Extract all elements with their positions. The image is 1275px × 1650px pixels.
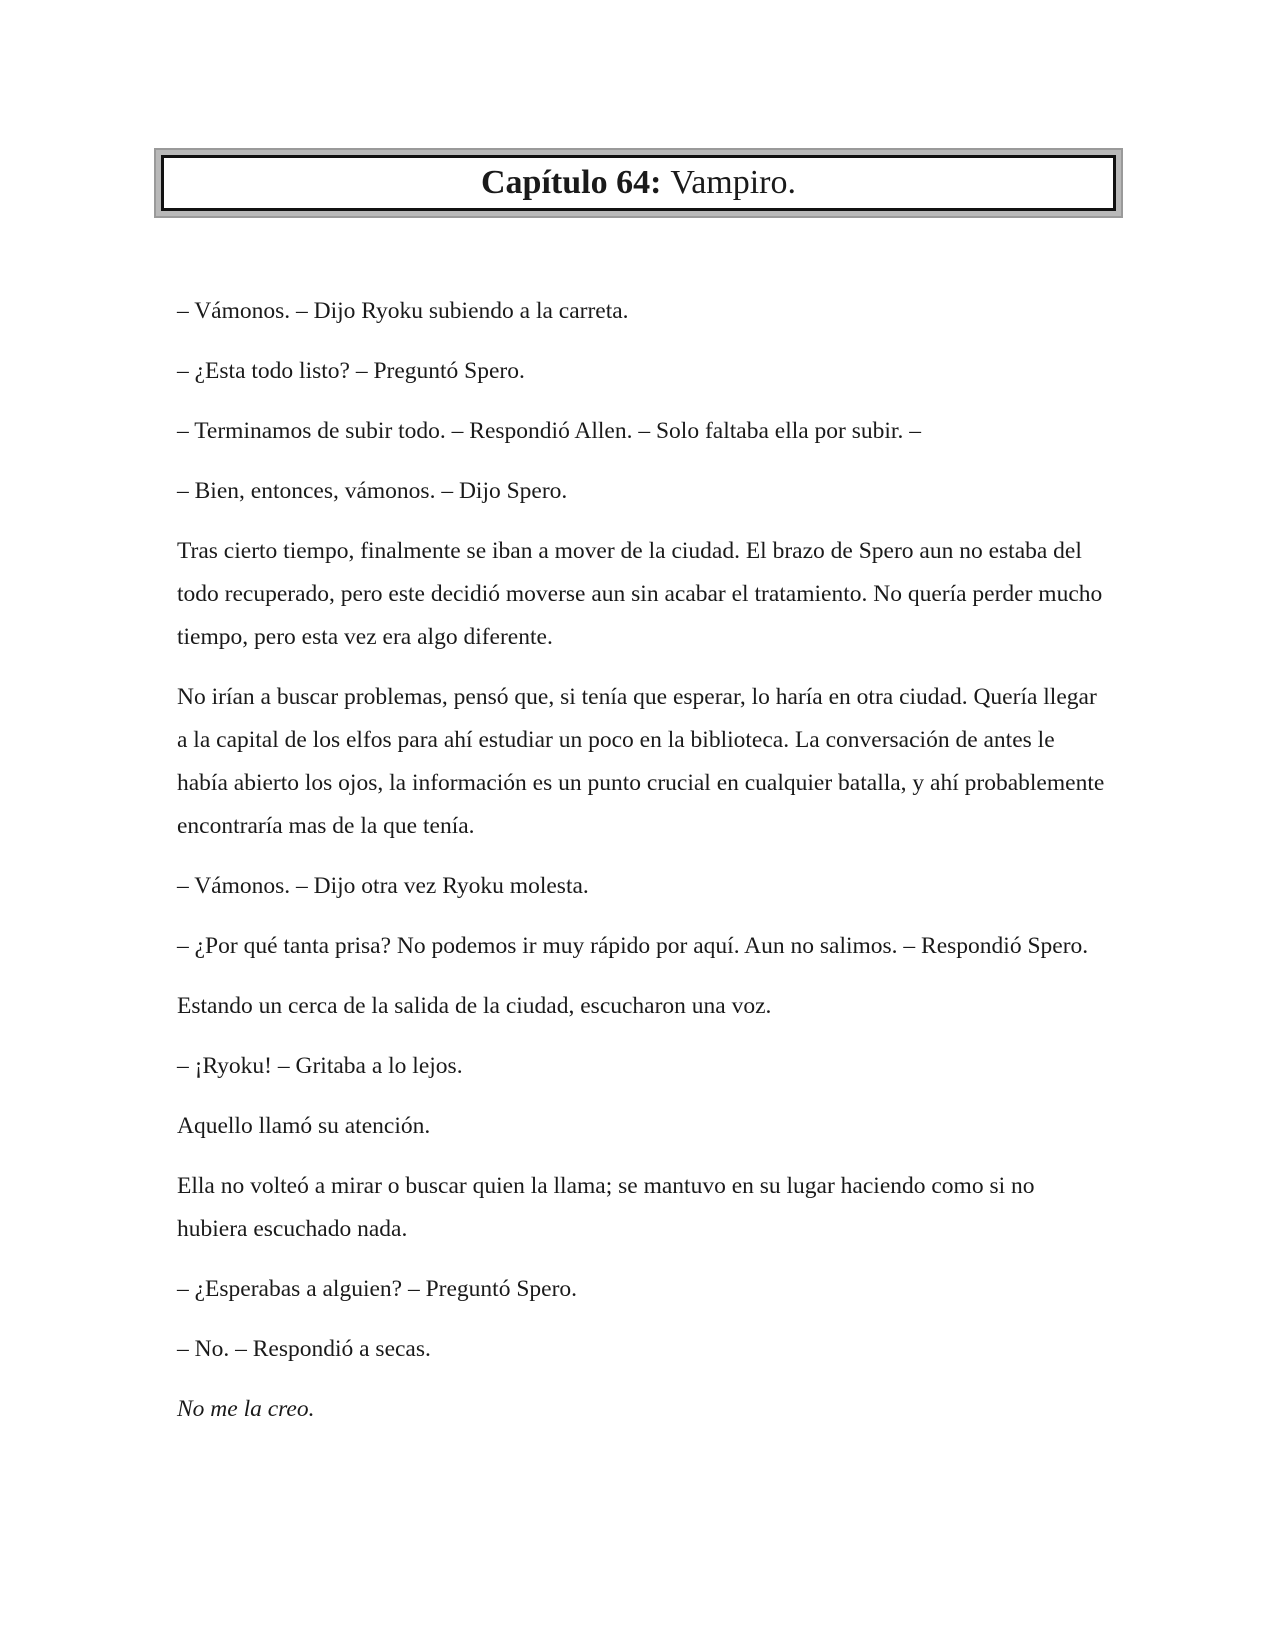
dialogue-line: – ¡Ryoku! – Gritaba a lo lejos. <box>177 1053 463 1079</box>
dialogue-line: – ¿Esta todo listo? – Preguntó Spero. <box>177 358 525 384</box>
inner-thought: No me la creo. <box>177 1396 315 1422</box>
dialogue-line: – ¿Por qué tanta prisa? No podemos ir muy rápido por aquí. Aun no salimos. – Respondió Spero. <box>177 933 1089 959</box>
narrative-paragraph: Aquello llamó su atención. <box>177 1113 431 1139</box>
chapter-title-box <box>161 155 1116 211</box>
narrative-paragraph: Ella no volteó a mirar o buscar quien la llama; se mantuvo en su lugar haciendo como si no hubiera escuchado nada. <box>177 1173 1035 1242</box>
narrative-paragraph: Estando un cerca de la salida de la ciudad, escucharon una voz. <box>177 993 772 1019</box>
chapter-title-frame <box>154 148 1123 218</box>
dialogue-line: – Bien, entonces, vámonos. – Dijo Spero. <box>177 478 568 504</box>
dialogue-line: – Vámonos. – Dijo otra vez Ryoku molesta. <box>177 873 589 899</box>
chapter-body <box>177 290 1105 1448</box>
dialogue-line: – No. – Respondió a secas. <box>177 1336 431 1362</box>
narrative-paragraph: Tras cierto tiempo, finalmente se iban a mover de la ciudad. El brazo de Spero aun no estaba del todo recuperado, pero este decidió moverse aun sin acabar el tratamiento. No quería perder mucho tiempo, pero esta vez era algo diferente. <box>177 538 1103 650</box>
dialogue-line: – Vámonos. – Dijo Ryoku subiendo a la carreta. <box>177 298 629 324</box>
chapter-number: Capítulo 64: <box>480 164 662 201</box>
dialogue-line: – ¿Esperabas a alguien? – Preguntó Spero. <box>177 1276 578 1302</box>
chapter-title: Vampiro. <box>670 164 796 201</box>
dialogue-line: – Terminamos de subir todo. – Respondió Allen. – Solo faltaba ella por subir. – <box>177 418 921 444</box>
narrative-paragraph: No irían a buscar problemas, pensó que, si tenía que esperar, lo haría en otra ciudad. Quería llegar a la capital de los elfos para ahí estudiar un poco en la biblioteca. La conversación de antes le había abierto los ojos, la información es un punto crucial en cualquier batalla, y ahí probablemente encontraría mas de la que tenía. <box>177 684 1105 839</box>
